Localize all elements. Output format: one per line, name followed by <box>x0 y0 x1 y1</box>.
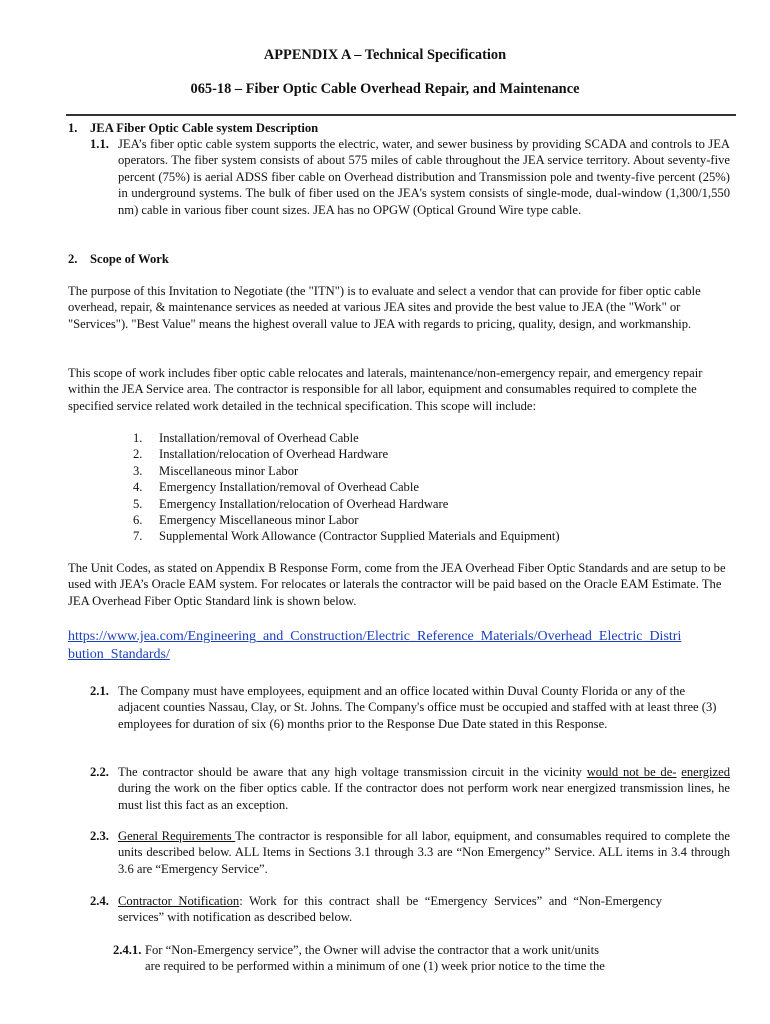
section-2-4-item <box>90 893 662 926</box>
section-1-1-item <box>90 136 730 218</box>
section-2-2-number: 2.2. <box>90 765 109 779</box>
section-2-1-text: The Company must have employees, equipment and an office located within Duval County Florida or any of the adjacent counties Nassau, Clay, or St. Johns. The Company's office must be occupied and staffed with at least three (3) employees for duration of six (6) months prior to the Response Due Date stated in this Response. <box>118 684 717 731</box>
section-2-1-number: 2.1. <box>90 684 109 698</box>
section-2-3-text: General Requirements The contractor is responsible for all labor, equipment, and consumables required to complete the units described below. ALL Items in Sections 3.1 through 3.3 are “Non Emergency” Service. ALL items in 3.4 through 3.6 are “Emergency Service”. <box>118 829 730 876</box>
list-item: 1. Installation/removal of Overhead Cable <box>133 431 359 445</box>
section-1-title: JEA Fiber Optic Cable system Description <box>90 121 319 135</box>
header-divider <box>66 114 736 116</box>
list-item: 3. Miscellaneous minor Labor <box>133 463 299 478</box>
scope-list <box>133 430 693 545</box>
section-2-4-text: Contractor Notification: Work for this contract shall be “Emergency Services” and “Non-Emergency services” with notification as described below. <box>118 894 662 925</box>
section-2-1-item <box>90 683 730 732</box>
section-1-1-text: JEA’s fiber optic cable system supports the electric, water, and sewer business by providing SCADA and controls to JEA operators. The fiber system consists of about 575 miles of cable throughout the JEA service territory. About seventy-five percent (75%) is aerial ADSS fiber cable on Overhead distribution and Transmission pole and twenty-five percent (25%) in underground systems. The bulk of fiber used on the JEA's system consists of single-mode, dual-window (1,300/1,550 nm) cable in various fiber count sizes. JEA has no OPGW (Optical Ground Wire type cable. <box>118 137 730 217</box>
section-2-2-text: The contractor should be aware that any high voltage transmission circuit in the vicinity would not be de- energized during the work on the fiber optics cable. If the contractor does not perform work near energized transmission lines, he must list this fact as an exception. <box>118 765 730 812</box>
list-item: 7. Supplemental Work Allowance (Contractor Supplied Materials and Equipment) <box>133 529 560 544</box>
standards-link-line-2: bution_Standards/ <box>68 647 170 662</box>
section-2-3-number: 2.3. <box>90 829 109 843</box>
section-2-3-item <box>90 828 730 877</box>
scope-paragraph-1: The purpose of this Invitation to Negotiate (the "ITN") is to evaluate and select a vendor that can provide for fiber optic cable overhead, repair, & maintenance services as needed at various JEA sites and provide the best value to JEA (the "Work" or "Services"). "Best Value" means the highest overall value to JEA with regards to pricing, quality, design, and workmanship. <box>68 284 701 331</box>
page-subtitle: 065-18 – Fiber Optic Cable Overhead Repair, and Maintenance <box>190 81 580 97</box>
standards-link[interactable] <box>68 628 738 664</box>
standards-link-line-1: https://www.jea.com/Engineering_and_Construction/Electric_Reference_Materials/Overhead_Electric_Distri <box>68 629 682 644</box>
page-title: APPENDIX A – Technical Specification <box>263 47 507 63</box>
section-1-number: 1. <box>68 121 78 135</box>
section-2-4-1-number: 2.4.1. <box>113 943 142 957</box>
section-2-title: Scope of Work <box>90 252 169 266</box>
section-2-4-1-line-2: are required to be performed within a minimum of one (1) week prior notice to the time the <box>145 959 605 974</box>
section-2-number: 2. <box>68 252 78 266</box>
scope-paragraph-2: This scope of work includes fiber optic cable relocates and laterals, maintenance/non-emergency repair, and emergency repair within the JEA Service area. The contractor is responsible for all labor, equipment and consumables required to complete the specified service related work detailed in the technical specification. This scope will include: <box>68 366 703 413</box>
section-2-4-number: 2.4. <box>90 894 109 908</box>
list-item: 5. Emergency Installation/relocation of Overhead Hardware <box>133 496 449 511</box>
scope-paragraph-3: The Unit Codes, as stated on Appendix B Response Form, come from the JEA Overhead Fiber Optic Standards and are setup to be used with JEA’s Oracle EAM system. For relocates or laterals the contractor will be paid based on the Oracle EAM Estimate. The JEA Overhead Fiber Optic Standard link is shown below. <box>68 561 726 608</box>
section-1-1-number: 1.1. <box>90 137 109 151</box>
list-item: 6. Emergency Miscellaneous minor Labor <box>133 513 359 528</box>
list-item: 4. Emergency Installation/removal of Overhead Cable <box>133 480 419 495</box>
section-2-4-1-line-1: For “Non-Emergency service”, the Owner will advise the contractor that a work unit/units <box>145 943 600 957</box>
section-2-heading <box>68 251 738 267</box>
list-item: 2. Installation/relocation of Overhead Hardware <box>133 447 389 462</box>
section-2-4-1-item <box>113 942 673 975</box>
section-2-2-item <box>90 764 730 813</box>
section-1-heading <box>68 120 738 136</box>
